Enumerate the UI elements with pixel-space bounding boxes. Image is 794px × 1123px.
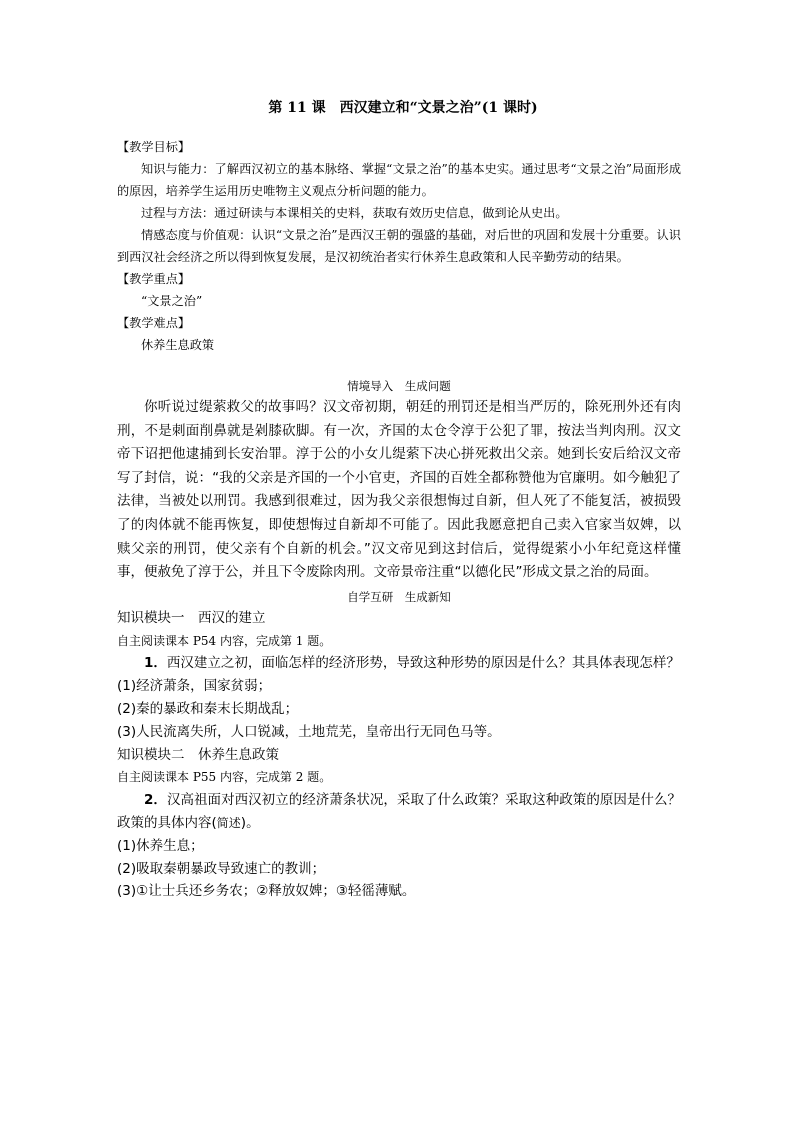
answer-1-2: (2)秦的暴政和秦末长期战乱； [117, 700, 299, 717]
module-2-instruction: 自主阅读课本 P55 内容，完成第 2 题。 [117, 770, 332, 785]
answer-2-3: (3)①让士兵还乡务农；②释放奴婢；③轻徭薄赋。 [117, 883, 416, 900]
study-heading: 自学互研 生成新知 [347, 589, 451, 604]
difficult-point: 休养生息政策 [141, 338, 215, 352]
question-2-end: )。 [240, 814, 260, 831]
question-1-number: 1． [144, 655, 167, 672]
answer-2-2: (2)吸取秦朝暴政导致速亡的教训； [117, 860, 326, 877]
module-1-title: 知识模块一 西汉的建立 [117, 609, 266, 626]
question-2 [117, 789, 681, 835]
question-2-note: 简述 [216, 815, 241, 830]
lesson-title: 第 11 课 西汉建立和“文景之治”(1 课时) [268, 100, 538, 116]
question-1 [117, 652, 681, 675]
objective-values: 情感态度与价值观：认识“文景之治”是西汉王朝的强盛的基础，对后世的巩固和发展十分重要。认识到西汉社会经济之所以得到恢复发展，是汉初统治者实行休养生息政策和人民辛勤劳动的结果。 [117, 228, 681, 264]
module-1 [117, 607, 681, 744]
document-content [117, 98, 681, 903]
objective-knowledge: 知识与能力：了解西汉初立的基本脉络、掌握“文景之治”的基本史实。通过思考“文景之治”局面形成的原因，培养学生运用历史唯物主义观点分析问题的能力。 [117, 162, 681, 198]
module-2 [117, 744, 681, 904]
objectives-section [117, 136, 681, 356]
key-point-heading: 【教学重点】 [117, 272, 191, 286]
answer-1-1: (1)经济萧条，国家贫弱； [117, 678, 272, 695]
module-1-instruction: 自主阅读课本 P54 内容，完成第 1 题。 [117, 633, 332, 648]
difficult-point-heading: 【教学难点】 [117, 316, 191, 330]
objectives-heading: 【教学目标】 [117, 140, 191, 154]
question-2-number: 2． [144, 792, 167, 809]
question-1-text: 西汉建立之初，面临怎样的经济形势，导致这种形势的原因是什么？其具体表现怎样？ [166, 655, 680, 672]
intro-heading: 情境导入 生成问题 [347, 379, 451, 393]
objective-process: 过程与方法：通过研读与本课相关的史料，获取有效历史信息，做到论从史出。 [141, 206, 568, 220]
module-2-title: 知识模块二 休养生息政策 [117, 746, 279, 763]
question-2-text: 汉高祖面对西汉初立的经济萧条状况，采取了什么政策？采取这种政策的原因是什么？政策的具体内容( [117, 792, 681, 831]
answer-2-1: (1)休养生息； [117, 837, 204, 854]
key-point: “文景之治” [141, 294, 203, 308]
answer-1-3: (3)人民流离失所，人口锐减，土地荒芜，皇帝出行无同色马等。 [117, 723, 501, 740]
intro-story: 你听说过缇萦救父的故事吗？汉文帝初期，朝廷的刑罚还是相当严厉的，除死刑外还有肉刑，不是刺面削鼻就是剁膝砍脚。有一次，齐国的太仓令淳于公犯了罪，按法当判肉刑。汉文帝下诏把他逮捕到长安治罪。淳于公的小女儿缇萦下决心拼死救出父亲。她到长安后给汉文帝写了封信，说：“我的父亲是齐国的一个小官吏，齐国的百姓全都称赞他为官廉明。如今触犯了法律，当被处以刑罚。我感到很难过，因为我父亲很想悔过自新，但人死了不能复活，被损毁了的肉体就不能再恢复，即使想悔过自新却不可能了。因此我愿意把自己卖入官家当奴婢，以赎父亲的刑罚，使父亲有个自新的机会。”汉文帝见到这封信后，觉得缇萦小小年纪竟这样懂事，便赦免了淳于公，并且下令废除肉刑。文帝景帝注重“以德化民”形成文景之治的局面。 [117, 399, 681, 581]
